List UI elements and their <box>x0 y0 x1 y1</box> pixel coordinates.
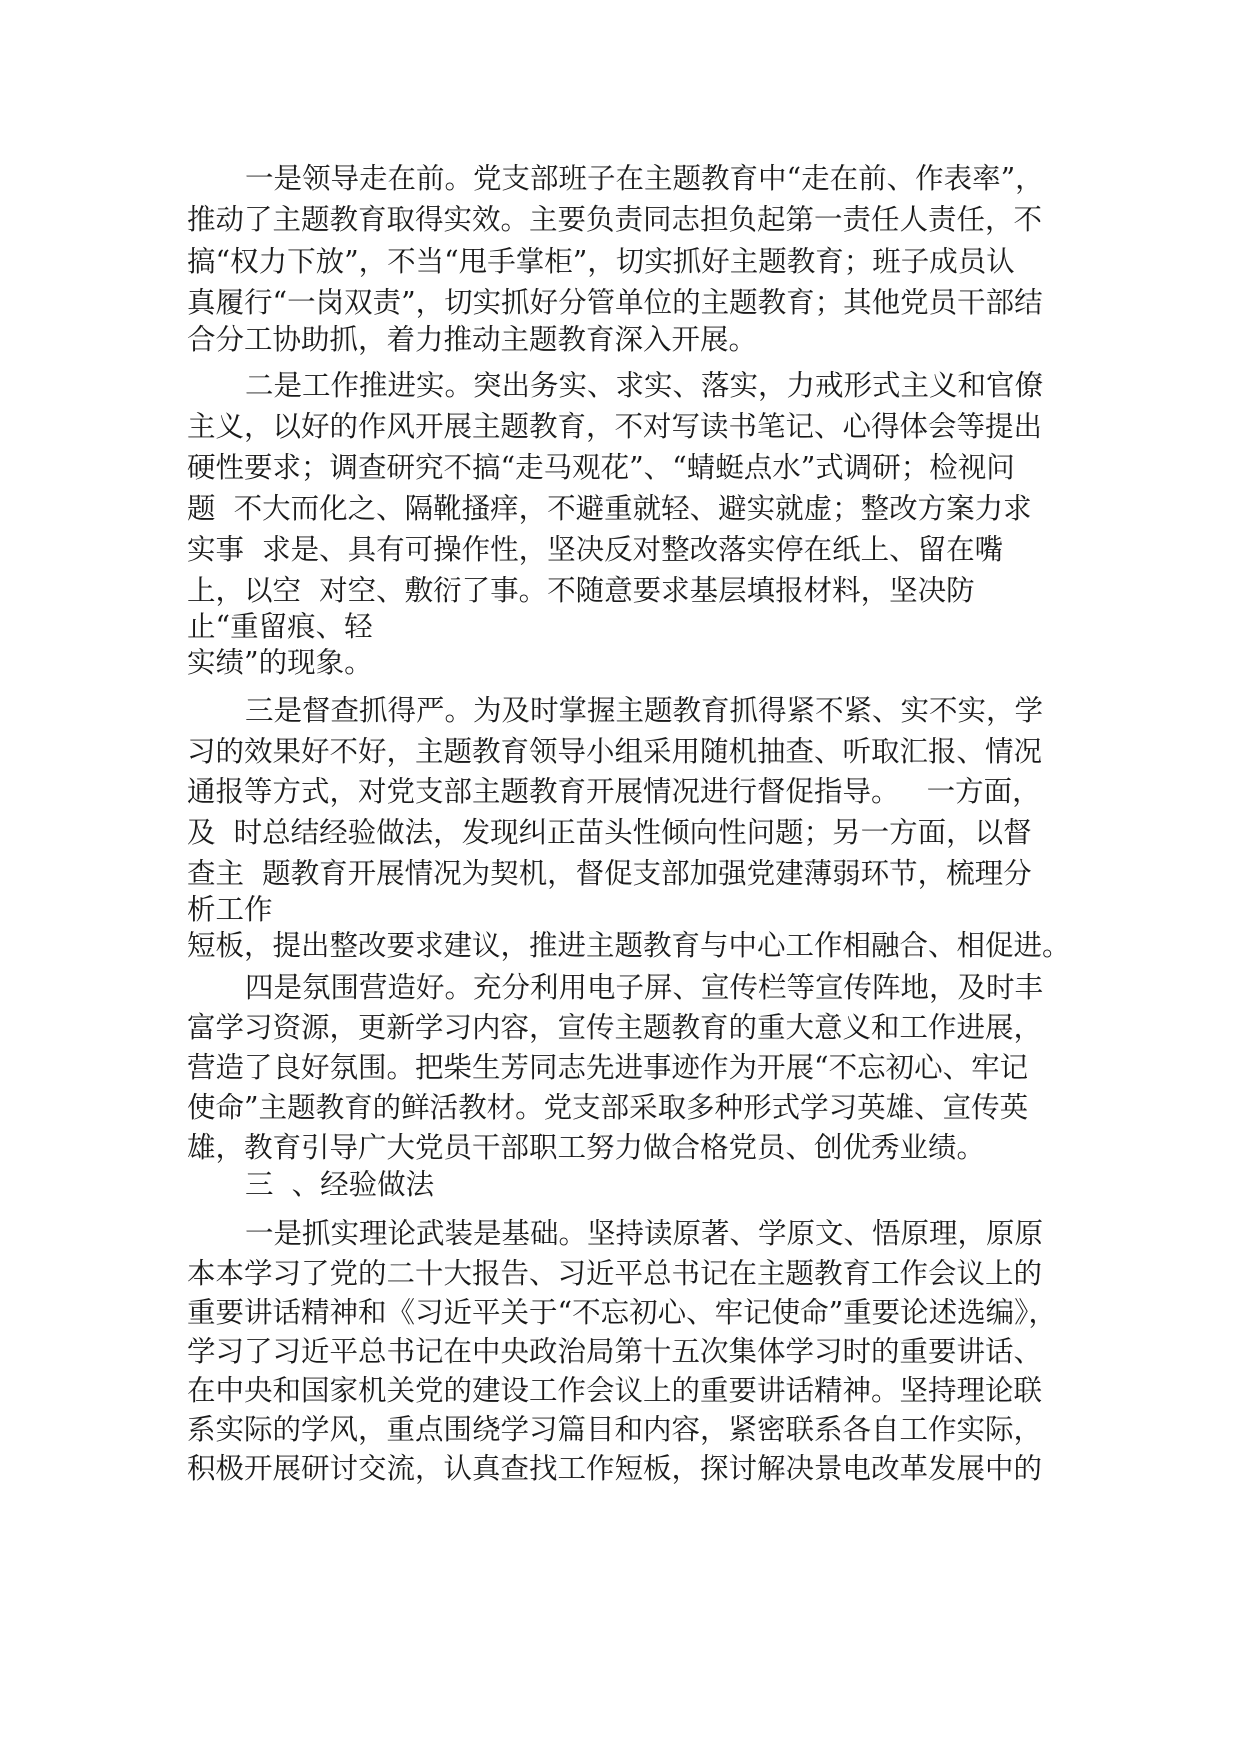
paragraph-line: 通报等方式，对党支部主题教育开展情况进行督促指导。 一方面， <box>187 775 1041 808</box>
paragraph-line: 实事 求是、具有可操作性，坚决反对整改落实停在纸上、留在嘴 <box>187 533 1004 566</box>
paragraph-line: 硬性要求；调查研究不搞“走马观花”、“蜻蜓点水”式调研；检视问 <box>187 451 1015 484</box>
paragraph-line: 系实际的学风，重点围绕学习篇目和内容，紧密联系各自工作实际， <box>187 1413 1043 1446</box>
paragraph-line: 习的效果好不好，主题教育领导小组采用随机抽查、听取汇报、情况 <box>187 735 1043 768</box>
paragraph-line: 本本学习了党的二十大报告、习近平总书记在主题教育工作会议上的 <box>187 1257 1043 1290</box>
paragraph-line: 雄，教育引导广大党员干部职工努力做合格党员、创优秀业绩。 <box>187 1131 986 1164</box>
paragraph-line: 主义，以好的作风开展主题教育，不对写读书笔记、心得体会等提出 <box>187 410 1043 443</box>
paragraph-line: 实绩”的现象。 <box>187 646 373 679</box>
paragraph-line: 营造了良好氛围。把柴生芳同志先进事迹作为开展“不忘初心、牢记 <box>187 1051 1029 1084</box>
paragraph-line: 一是领导走在前。党支部班子在主题教育中“走在前、作表率”， <box>245 162 1044 195</box>
paragraph-line: 止“重留痕、轻 <box>187 610 373 643</box>
paragraph-line: 上，以空 对空、敷衍了事。不随意要求基层填报材料，坚决防 <box>187 574 975 607</box>
paragraph-line: 四是氛围营造好。充分利用电子屏、宣传栏等宣传阵地，及时丰 <box>245 971 1044 1004</box>
paragraph-line: 真履行“一岗双责”，切实抓好分管单位的主题教育；其他党员干部结 <box>187 286 1043 319</box>
paragraph-line: 题 不大而化之、隔靴搔痒，不避重就轻、避实就虚；整改方案力求 <box>187 492 1032 525</box>
paragraph-line: 富学习资源，更新学习内容，宣传主题教育的重大意义和工作进展， <box>187 1011 1043 1044</box>
paragraph-line: 学习了习近平总书记在中央政治局第十五次集体学习时的重要讲话、 <box>187 1335 1043 1368</box>
paragraph-line: 搞“权力下放”，不当“甩手掌柜”，切实抓好主题教育；班子成员认 <box>187 245 1015 278</box>
paragraph-line: 析工作 <box>187 893 273 926</box>
paragraph-line: 使命”主题教育的鲜活教材。党支部采取多种形式学习英雄、宣传英 <box>187 1091 1029 1124</box>
paragraph-line: 重要讲话精神和《习近平关于“不忘初心、牢记使命”重要论述选编》， <box>187 1296 1057 1329</box>
paragraph-line: 在中央和国家机关党的建设工作会议上的重要讲话精神。坚持理论联 <box>187 1374 1043 1407</box>
paragraph-line: 一是抓实理论武装是基础。坚持读原著、学原文、悟原理，原原 <box>245 1217 1044 1250</box>
paragraph-line: 及 时总结经验做法，发现纠正苗头性倾向性问题；另一方面，以督 <box>187 816 1032 849</box>
paragraph-line: 合分工协助抓，着力推动主题教育深入开展。 <box>187 323 758 356</box>
paragraph-line: 三是督查抓得严。为及时掌握主题教育抓得紧不紧、实不实，学 <box>245 694 1044 727</box>
section-heading: 三 、经验做法 <box>245 1168 435 1201</box>
paragraph-line: 短板，提出整改要求建议，推进主题教育与中心工作相融合、相促进。 <box>187 929 1071 962</box>
paragraph-line: 积极开展研讨交流，认真查找工作短板，探讨解决景电改革发展中的 <box>187 1452 1043 1485</box>
paragraph-line: 推动了主题教育取得实效。主要负责同志担负起第一责任人责任，不 <box>187 203 1043 236</box>
paragraph-line: 查主 题教育开展情况为契机，督促支部加强党建薄弱环节，梳理分 <box>187 857 1032 890</box>
paragraph-line: 二是工作推进实。突出务实、求实、落实，力戒形式主义和官僚 <box>245 369 1044 402</box>
